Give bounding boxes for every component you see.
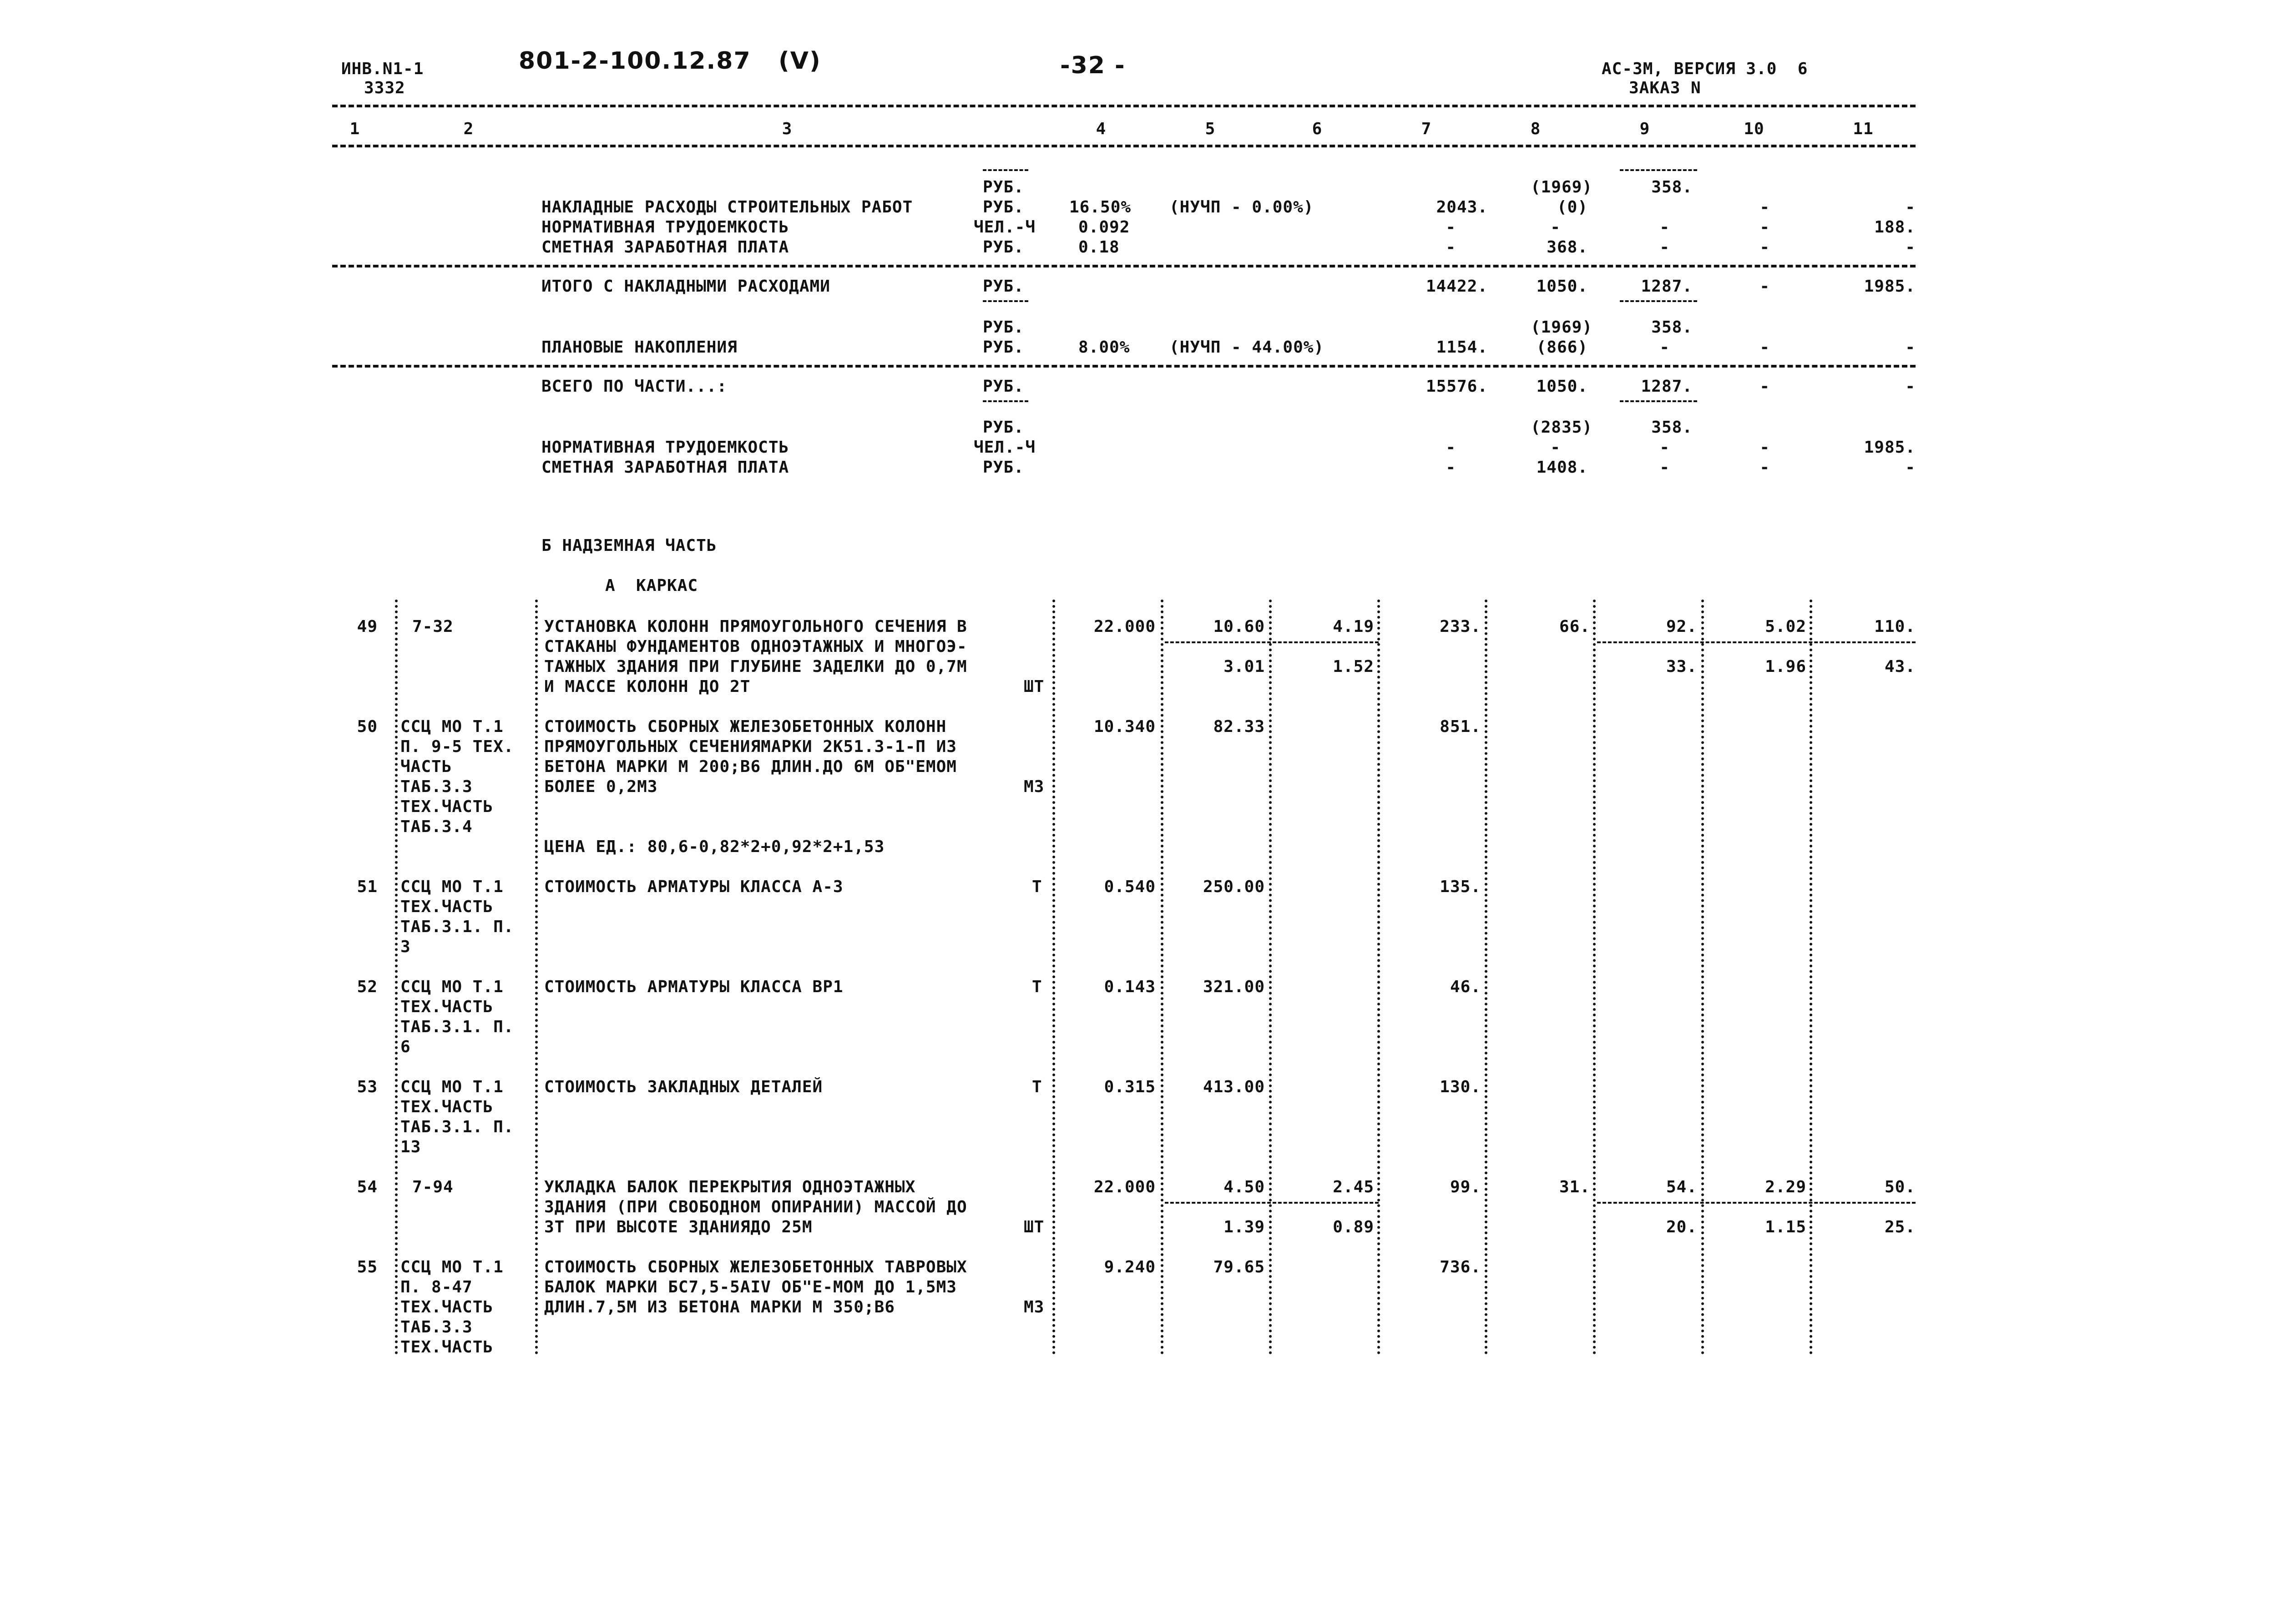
grand-total-c11: -: [1905, 377, 1916, 396]
row-49-code-1: 7-32: [412, 617, 454, 636]
row-50-code-1: ССЦ МО Т.1: [400, 717, 504, 736]
overhead-unit: РУБ.: [983, 198, 1024, 217]
row-53-code-2: ТЕХ.ЧАСТЬ: [400, 1098, 494, 1116]
labor-c9: -: [1659, 218, 1670, 237]
row-49-c4: 22.000: [1093, 617, 1156, 636]
wage-rate: 0.18: [1078, 238, 1120, 257]
planned-label: ПЛАНОВЫЕ НАКОПЛЕНИЯ: [541, 338, 738, 357]
row-50-code-4: ТАБ.3.3: [400, 777, 473, 796]
grand-total-unit: РУБ.: [983, 377, 1024, 396]
row-55-num: 55: [357, 1258, 378, 1276]
row-54-code-1: 7-94: [412, 1178, 454, 1196]
labor-c11: 188.: [1874, 218, 1916, 237]
overhead-c8-top: (1969): [1530, 178, 1592, 197]
row-50-code-3: ЧАСТЬ: [400, 757, 452, 776]
inventory-number: 3332: [364, 79, 405, 97]
col-header-1: 1: [349, 120, 360, 138]
row-54-num: 54: [357, 1178, 378, 1196]
row-54-sub-rule-b: [1597, 1202, 1916, 1204]
unit-underline: [983, 169, 1028, 171]
c9-underline: [1620, 169, 1697, 171]
row-49-c7: 233.: [1440, 617, 1481, 636]
header-rule-top: [332, 105, 1916, 107]
row-53-code-3: ТАБ.3.1. П.: [400, 1118, 514, 1136]
row-51-code-4: 3: [400, 938, 411, 956]
grand-wage-c8: 1408.: [1536, 458, 1588, 477]
row-50-num: 50: [357, 717, 378, 736]
labor-label: НОРМАТИВНАЯ ТРУДОЕМКОСТЬ: [541, 218, 789, 237]
col-header-2: 2: [463, 120, 474, 138]
col-separator-9: [1701, 600, 1704, 1355]
col-separator-5: [1269, 600, 1272, 1355]
row-54-c10: 2.29: [1765, 1178, 1806, 1196]
row-49-c5b: 3.01: [1223, 657, 1265, 676]
section-subtitle: А КАРКАС: [605, 576, 698, 595]
row-50-c4: 10.340: [1093, 717, 1156, 736]
row-52-num: 52: [357, 978, 378, 996]
col-separator-10: [1810, 600, 1812, 1355]
row-54-c10b: 1.15: [1765, 1218, 1806, 1236]
row-54-c9: 54.: [1666, 1178, 1697, 1196]
row-55-desc-2: БАЛОК МАРКИ БС7,5-5АIV ОБ"Е-МОМ ДО 1,5М3: [544, 1278, 957, 1296]
grand-wage-c9: -: [1659, 458, 1670, 477]
row-54-desc-1: УКЛАДКА БАЛОК ПЕРЕКРЫТИЯ ОДНОЭТАЖНЫХ: [544, 1178, 916, 1196]
grand-wage-label: СМЕТНАЯ ЗАРАБОТНАЯ ПЛАТА: [541, 458, 789, 477]
labor-c7: -: [1446, 218, 1456, 237]
planned-c10: -: [1759, 338, 1770, 357]
grand-unit-top: РУБ.: [983, 418, 1024, 437]
row-51-num: 51: [357, 878, 378, 896]
total-overhead-c7: 14422.: [1426, 277, 1488, 296]
unit-underline-2: [983, 300, 1028, 302]
planned-unit-top: РУБ.: [983, 318, 1024, 337]
row-55-c7: 736.: [1440, 1258, 1481, 1276]
col-header-10: 10: [1744, 120, 1764, 138]
row-49-num: 49: [357, 617, 378, 636]
row-55-desc-3: ДЛИН.7,5М ИЗ БЕТОНА МАРКИ М 350;В6: [544, 1298, 895, 1316]
row-49-c11: 110.: [1874, 617, 1916, 636]
page-number: -32 -: [1060, 52, 1126, 79]
row-50-c5: 82.33: [1213, 717, 1265, 736]
row-49-desc-2: СТАКАНЫ ФУНДАМЕНТОВ ОДНОЭТАЖНЫХ И МНОГОЭ-: [544, 637, 967, 656]
row-52-c7: 46.: [1450, 978, 1481, 996]
wage-c11: -: [1905, 238, 1916, 257]
row-50-code-6: ТАБ.3.4: [400, 817, 473, 836]
grand-total-c8: 1050.: [1536, 377, 1588, 396]
planned-c7: 1154.: [1436, 338, 1488, 357]
program-version: АС-3М, ВЕРСИЯ 3.0 6: [1602, 60, 1808, 78]
wage-c10: -: [1759, 238, 1770, 257]
grand-labor-c7: -: [1446, 438, 1456, 457]
grand-labor-label: НОРМАТИВНАЯ ТРУДОЕМКОСТЬ: [541, 438, 789, 457]
row-50-desc-2: ПРЯМОУГОЛЬНЫХ СЕЧЕНИЯМАРКИ 2К51.3-1-П ИЗ: [544, 737, 957, 756]
row-53-c5: 413.00: [1203, 1078, 1265, 1096]
row-53-code-1: ССЦ МО Т.1: [400, 1078, 504, 1096]
labor-rate: 0.092: [1078, 218, 1130, 237]
row-54-c9b: 20.: [1666, 1218, 1697, 1236]
labor-c10: -: [1759, 218, 1770, 237]
col-separator-7: [1485, 600, 1487, 1355]
order-label: ЗАКАЗ N: [1629, 79, 1701, 97]
grand-labor-c11: 1985.: [1864, 438, 1916, 457]
row-54-c6: 2.45: [1333, 1178, 1374, 1196]
planned-c8: (866): [1536, 338, 1588, 357]
row-51-c5: 250.00: [1203, 878, 1265, 896]
col-header-8: 8: [1530, 120, 1541, 138]
grand-wage-unit: РУБ.: [983, 458, 1024, 477]
row-52-desc-1: СТОИМОСТЬ АРМАТУРЫ КЛАССА ВР1: [544, 978, 844, 996]
row-49-unit: ШТ: [1024, 677, 1045, 696]
col-separator-3: [1052, 600, 1055, 1355]
grand-total-c7: 15576.: [1426, 377, 1488, 396]
grand-labor-c9: -: [1659, 438, 1670, 457]
col-header-7: 7: [1421, 120, 1432, 138]
row-55-code-2: П. 8-47: [400, 1278, 473, 1296]
planned-unit: РУБ.: [983, 338, 1024, 357]
row-49-desc-1: УСТАНОВКА КОЛОНН ПРЯМОУГОЛЬНОГО СЕЧЕНИЯ В: [544, 617, 967, 636]
col-separator-1: [395, 600, 398, 1355]
grand-total-c10: -: [1759, 377, 1770, 396]
row-54-c5: 4.50: [1223, 1178, 1265, 1196]
row-54-c8: 31.: [1559, 1178, 1590, 1196]
summary-rule-1: [332, 265, 1916, 267]
row-50-desc-4: БОЛЕЕ 0,2М3: [544, 777, 658, 796]
grand-total-label: ВСЕГО ПО ЧАСТИ...:: [541, 377, 728, 396]
c9-underline-2: [1620, 300, 1697, 302]
row-50-desc-3: БЕТОНА МАРКИ М 200;В6 ДЛИН.ДО 6М ОБ"ЕМОМ: [544, 757, 957, 776]
row-49-c5: 10.60: [1213, 617, 1265, 636]
overhead-c8: (0): [1557, 198, 1588, 217]
row-52-c5: 321.00: [1203, 978, 1265, 996]
row-55-c4: 9.240: [1104, 1258, 1156, 1276]
row-50-unit: М3: [1024, 777, 1045, 796]
row-53-code-4: 13: [400, 1138, 421, 1156]
wage-c9: -: [1659, 238, 1670, 257]
c9-underline-3: [1620, 400, 1697, 402]
row-54-c5b: 1.39: [1223, 1218, 1265, 1236]
grand-c8-top: (2835): [1530, 418, 1592, 437]
row-51-c4: 0.540: [1104, 878, 1156, 896]
project-code: 801-2-100.12.87 (V): [519, 47, 821, 75]
grand-labor-c8: -: [1550, 438, 1561, 457]
overhead-c11: -: [1905, 198, 1916, 217]
row-55-code-1: ССЦ МО Т.1: [400, 1258, 504, 1276]
row-52-c4: 0.143: [1104, 978, 1156, 996]
col-header-3: 3: [782, 120, 793, 138]
planned-c9: -: [1659, 338, 1670, 357]
row-50-code-5: ТЕХ.ЧАСТЬ: [400, 797, 494, 816]
row-51-c7: 135.: [1440, 878, 1481, 896]
row-50-c7: 851.: [1440, 717, 1481, 736]
row-51-code-1: ССЦ МО Т.1: [400, 878, 504, 896]
grand-wage-c10: -: [1759, 458, 1770, 477]
row-52-code-1: ССЦ МО Т.1: [400, 978, 504, 996]
overhead-unit-top: РУБ.: [983, 178, 1024, 197]
row-50-code-2: П. 9-5 ТЕХ.: [400, 737, 514, 756]
row-52-code-2: ТЕХ.ЧАСТЬ: [400, 998, 494, 1016]
row-49-c8: 66.: [1559, 617, 1590, 636]
row-54-c6b: 0.89: [1333, 1218, 1374, 1236]
total-overhead-unit: РУБ.: [983, 277, 1024, 296]
row-54-c11: 50.: [1884, 1178, 1916, 1196]
row-52-code-4: 6: [400, 1038, 411, 1056]
overhead-label: НАКЛАДНЫЕ РАСХОДЫ СТРОИТЕЛЬНЫХ РАБОТ: [541, 198, 913, 217]
row-54-sub-rule-a: [1165, 1202, 1379, 1204]
row-49-sub-rule-a: [1165, 641, 1379, 643]
row-53-unit: Т: [1032, 1078, 1042, 1096]
row-55-code-4: ТАБ.3.3: [400, 1318, 473, 1337]
summary-rule-2: [332, 365, 1916, 368]
total-overhead-c8: 1050.: [1536, 277, 1588, 296]
col-separator-6: [1377, 600, 1380, 1355]
row-49-desc-3: ТАЖНЫХ ЗДАНИЯ ПРИ ГЛУБИНЕ ЗАДЕЛКИ ДО 0,7М: [544, 657, 967, 676]
grand-labor-c10: -: [1759, 438, 1770, 457]
row-54-c4: 22.000: [1093, 1178, 1156, 1196]
row-54-desc-2: ЗДАНИЯ (ПРИ СВОБОДНОМ ОПИРАНИИ) МАССОЙ ДО: [544, 1198, 967, 1216]
labor-c8: -: [1550, 218, 1561, 237]
overhead-c10: -: [1759, 198, 1770, 217]
grand-labor-unit: ЧЕЛ.-Ч: [974, 438, 1036, 457]
row-55-desc-1: СТОИМОСТЬ СБОРНЫХ ЖЕЛЕЗОБЕТОННЫХ ТАВРОВЫХ: [544, 1258, 967, 1276]
wage-unit: РУБ.: [983, 238, 1024, 257]
row-50-price: ЦЕНА ЕД.: 80,6-0,82*2+0,92*2+1,53: [544, 837, 885, 856]
row-54-desc-3: 3Т ПРИ ВЫСОТЕ ЗДАНИЯДО 25М: [544, 1218, 813, 1236]
row-49-sub-rule-b: [1597, 641, 1916, 643]
col-header-5: 5: [1205, 120, 1216, 138]
row-51-desc-1: СТОИМОСТЬ АРМАТУРЫ КЛАССА А-3: [544, 878, 844, 896]
row-55-c5: 79.65: [1213, 1258, 1265, 1276]
col-header-11: 11: [1853, 120, 1874, 138]
row-54-c7: 99.: [1450, 1178, 1481, 1196]
total-overhead-c11: 1985.: [1864, 277, 1916, 296]
col-separator-4: [1161, 600, 1163, 1355]
row-51-unit: Т: [1032, 878, 1042, 896]
overhead-note: (НУЧП - 0.00%): [1169, 198, 1314, 217]
planned-c11: -: [1905, 338, 1916, 357]
section-title: Б НАДЗЕМНАЯ ЧАСТЬ: [541, 536, 717, 555]
overhead-c9-top: 358.: [1651, 178, 1693, 197]
row-51-code-2: ТЕХ.ЧАСТЬ: [400, 898, 494, 916]
col-header-6: 6: [1312, 120, 1323, 138]
col-separator-8: [1593, 600, 1596, 1355]
unit-underline-3: [983, 400, 1028, 402]
grand-wage-c11: -: [1905, 458, 1916, 477]
wage-c7: -: [1446, 238, 1456, 257]
labor-unit: ЧЕЛ.-Ч: [974, 218, 1036, 237]
row-49-c6b: 1.52: [1333, 657, 1374, 676]
row-54-c11b: 25.: [1884, 1218, 1916, 1236]
planned-c8-top: (1969): [1530, 318, 1592, 337]
col-separator-2: [535, 600, 538, 1355]
grand-c9-top: 358.: [1651, 418, 1693, 437]
planned-note: (НУЧП - 44.00%): [1169, 338, 1325, 357]
grand-wage-c7: -: [1446, 458, 1456, 477]
row-55-code-3: ТЕХ.ЧАСТЬ: [400, 1298, 494, 1316]
wage-label: СМЕТНАЯ ЗАРАБОТНАЯ ПЛАТА: [541, 238, 789, 257]
row-54-unit: ШТ: [1024, 1218, 1045, 1236]
row-53-num: 53: [357, 1078, 378, 1096]
grand-total-c9: 1287.: [1641, 377, 1693, 396]
total-overhead-label: ИТОГО С НАКЛАДНЫМИ РАСХОДАМИ: [541, 277, 830, 296]
row-55-code-5: ТЕХ.ЧАСТЬ: [400, 1338, 494, 1357]
header-rule-bottom: [332, 145, 1916, 147]
row-52-unit: Т: [1032, 978, 1042, 996]
overhead-rate: 16.50%: [1069, 198, 1132, 217]
planned-rate: 8.00%: [1078, 338, 1130, 357]
row-53-c7: 130.: [1440, 1078, 1481, 1096]
total-overhead-c10: -: [1759, 277, 1770, 296]
row-49-c6: 4.19: [1333, 617, 1374, 636]
row-50-desc-1: СТОИМОСТЬ СБОРНЫХ ЖЕЛЕЗОБЕТОННЫХ КОЛОНН: [544, 717, 947, 736]
row-49-desc-4: И МАССЕ КОЛОНН ДО 2Т: [544, 677, 751, 696]
row-49-c11b: 43.: [1884, 657, 1916, 676]
row-49-c9: 92.: [1666, 617, 1697, 636]
overhead-c7: 2043.: [1436, 198, 1488, 217]
row-55-unit: М3: [1024, 1298, 1045, 1316]
col-header-4: 4: [1096, 120, 1107, 138]
wage-c8: 368.: [1547, 238, 1588, 257]
inventory-label: ИНВ.N1-1: [341, 60, 424, 78]
row-53-c4: 0.315: [1104, 1078, 1156, 1096]
row-52-code-3: ТАБ.3.1. П.: [400, 1018, 514, 1036]
row-49-c10b: 1.96: [1765, 657, 1806, 676]
row-51-code-3: ТАБ.3.1. П.: [400, 918, 514, 936]
total-overhead-c9: 1287.: [1641, 277, 1693, 296]
col-header-9: 9: [1639, 120, 1650, 138]
planned-c9-top: 358.: [1651, 318, 1693, 337]
row-49-c10: 5.02: [1765, 617, 1806, 636]
row-53-desc-1: СТОИМОСТЬ ЗАКЛАДНЫХ ДЕТАЛЕЙ: [544, 1078, 823, 1096]
row-49-c9b: 33.: [1666, 657, 1697, 676]
